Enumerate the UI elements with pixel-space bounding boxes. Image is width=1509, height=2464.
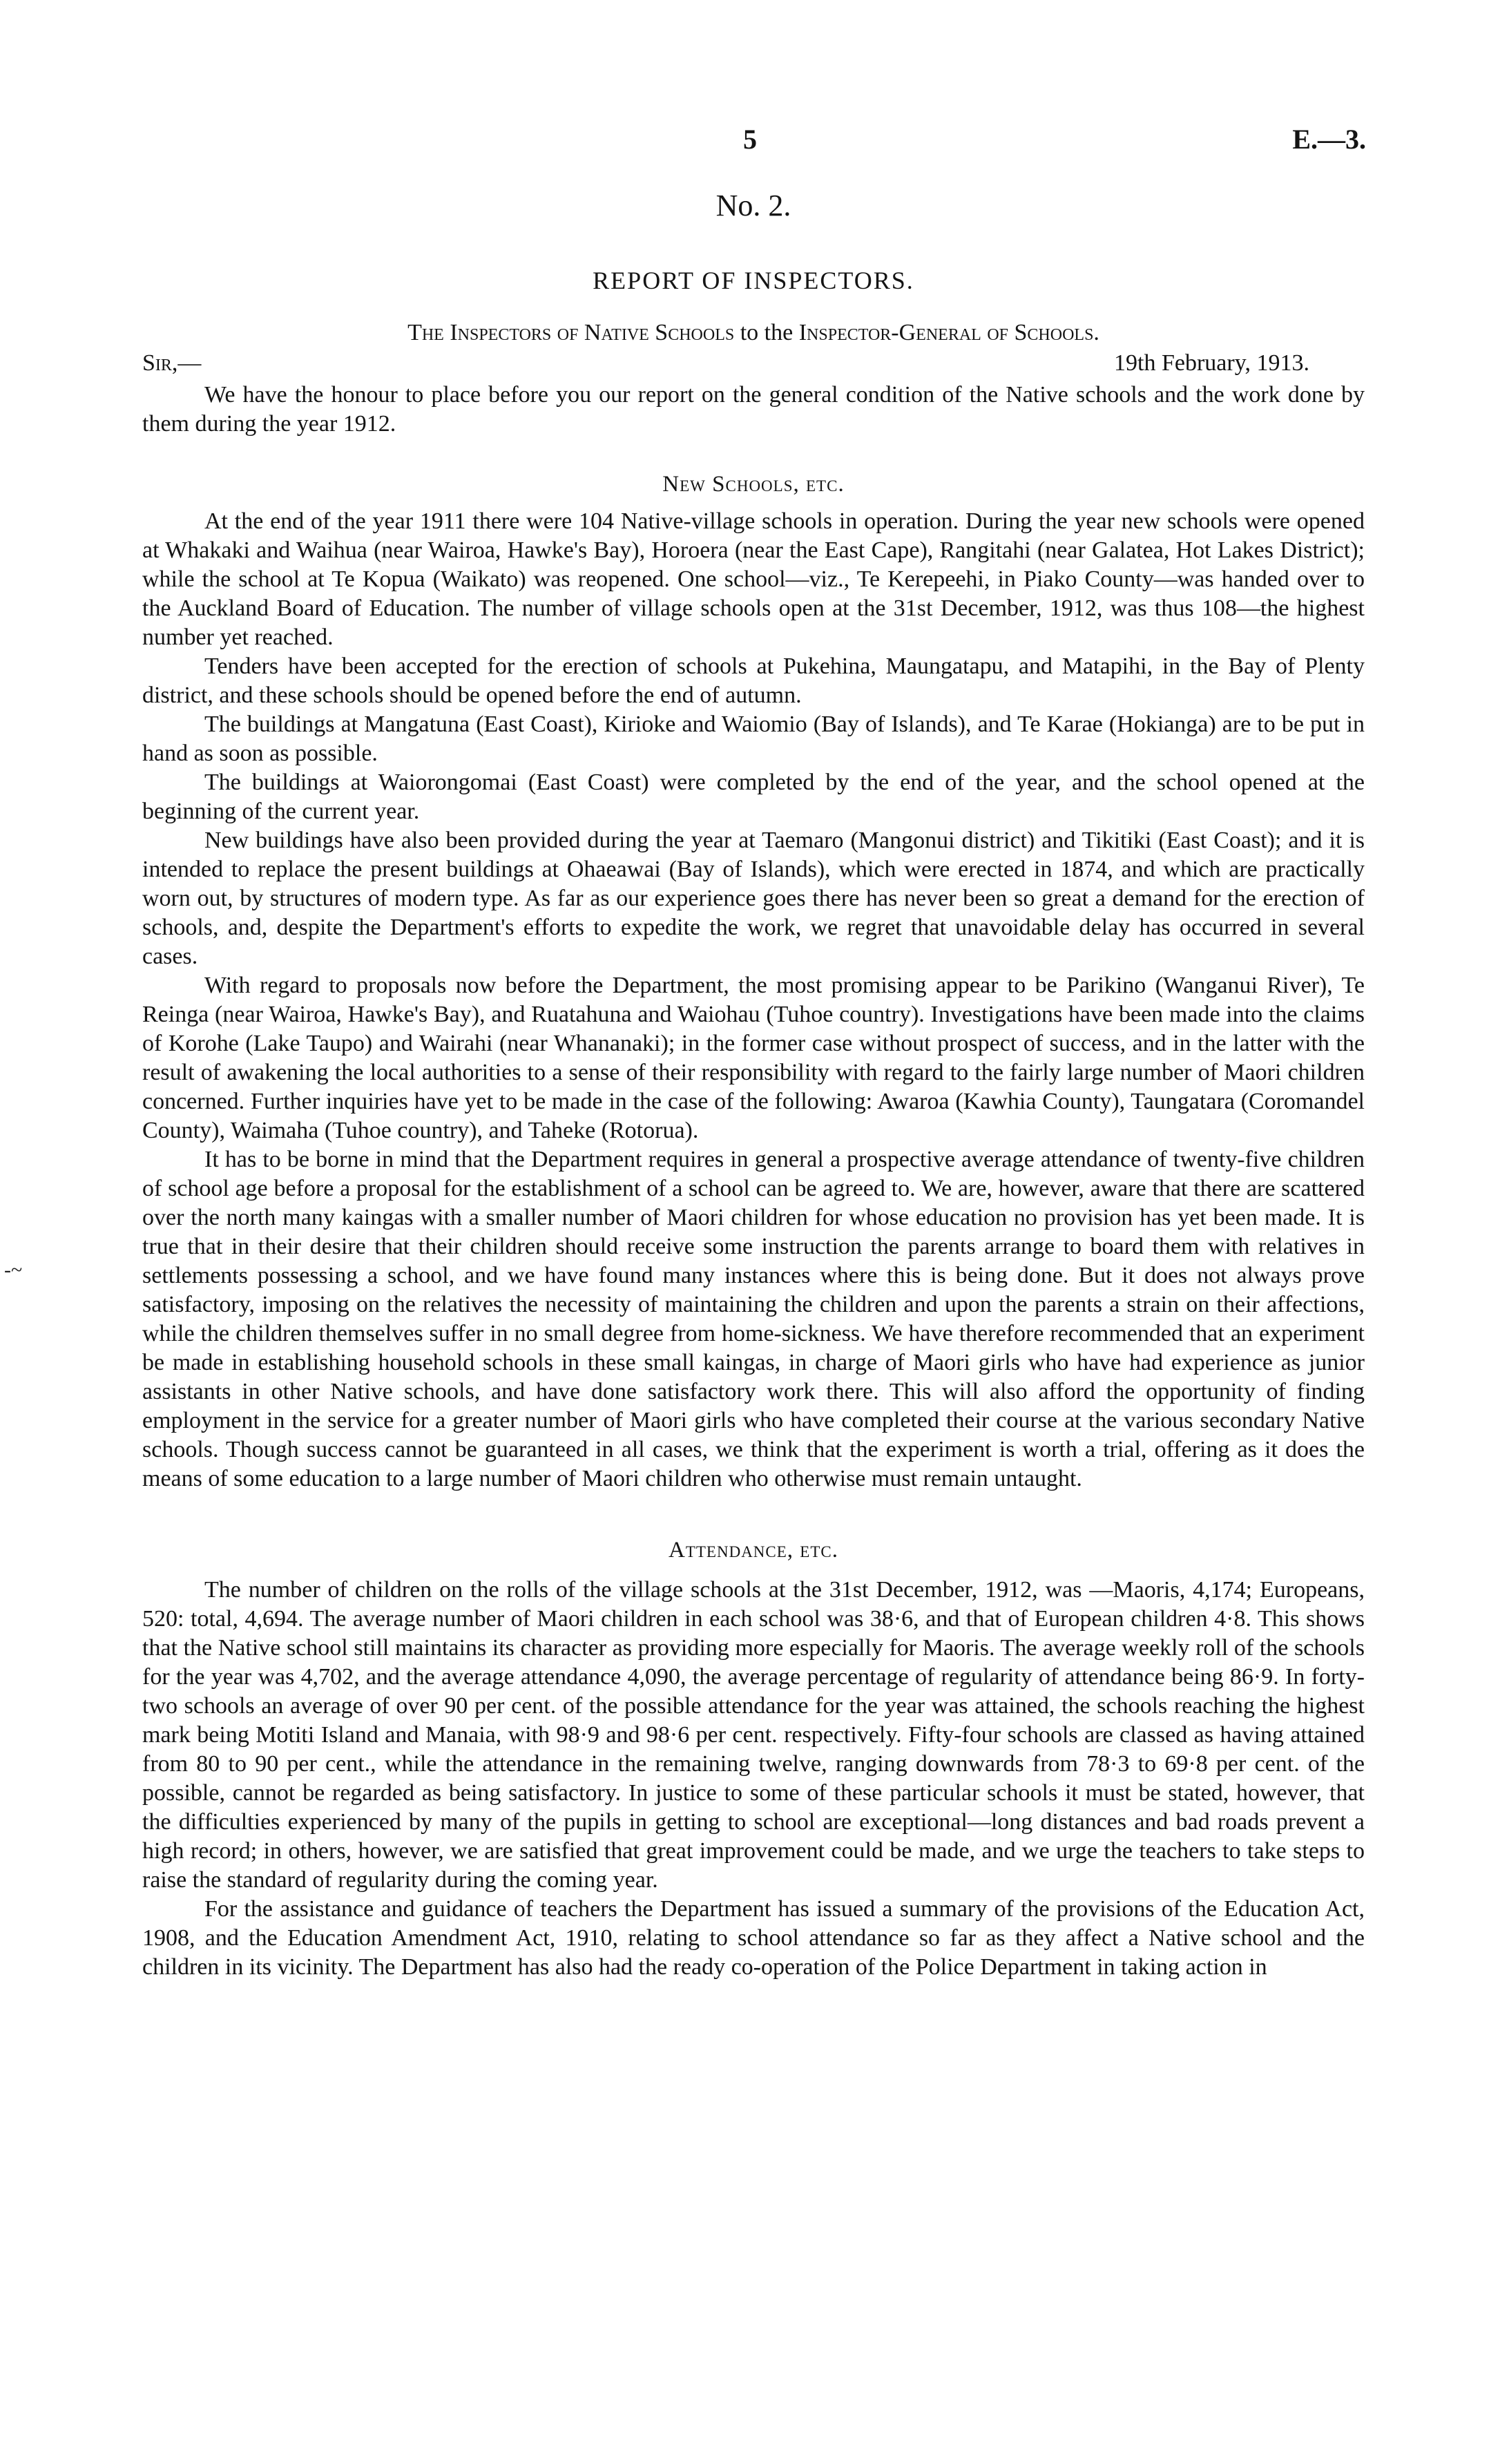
letter-date: 19th February, 1913. bbox=[1114, 350, 1309, 376]
page-number: 5 bbox=[743, 124, 757, 155]
document-page bbox=[142, 111, 1365, 1982]
section-heading-new-schools: New Schools, etc. bbox=[662, 472, 845, 497]
salutation-row bbox=[142, 350, 1365, 381]
paragraph: The buildings at Mangatuna (East Coast), Kirioke and Waiomio (Bay of Islands), and Te Karae (Hokianga) are to be put in hand as soon as possible. bbox=[142, 711, 1365, 766]
paragraph: New buildings have also been provided during the year at Taemaro (Mangonui district) and Tikitiki (East Coast); and it is intended to replace the present buildings at Ohaeawai (Bay of Islands), which were erected in 1874, and which are practically worn out, by structures of modern type. As far as our experience goes there has never been so great a demand for the erection of schools, and, despite the Department's efforts to expedite the work, we regret that unavoidable delay has occurred in several cases. bbox=[142, 828, 1365, 969]
address-from: The Inspectors of Native Schools bbox=[407, 320, 735, 345]
address-joiner: to the bbox=[740, 320, 794, 345]
address-line bbox=[142, 320, 1365, 346]
paragraph: For the assistance and guidance of teachers the Department has issued a summary of the provisions of the Education Act, 1908, and the Education Amendment Act, 1910, relating to school attendance so far as they affect a Native school and the children in its vicinity. The Department has also had the ready co-operation of the Police Department in taking action in bbox=[142, 1896, 1365, 1980]
paragraph: The buildings at Waiorongomai (East Coast) were completed by the end of the year, and the school opened at the beginning of the current year. bbox=[142, 770, 1365, 824]
paragraph: Tenders have been accepted for the erection of schools at Pukehina, Maungatapu, and Matapihi, in the Bay of Plenty district, and these schools should be opened before the end of autumn. bbox=[142, 653, 1365, 708]
paragraph: The number of children on the rolls of the village schools at the 31st December, 1912, was —Maoris, 4,174; Europeans, 520: total, 4,694. The average number of Maori children in each school was 38·6, and that of European children 4·8. This shows that the Native school still maintains its character as providing more especially for Maoris. The average weekly roll of the schools for the year was 4,702, and the average attendance 4,090, the average percentage of regularity of attendance being 86·9. In forty-two schools an average of over 90 per cent. of the possible attendance for the year was attained, the schools reaching the highest mark being Motiti Island and Manaia, with 98·9 and 98·6 per cent. respectively. Fifty-four schools are classed as having attained from 80 to 90 per cent., while the attendance in the remaining twelve, ranging downwards from 78·3 to 69·8 per cent. of the possible, cannot be regarded as being satisfactory. In justice to some of these particular schools it must be stated, however, that the difficulties experienced by many of the pupils in getting to school are exceptional—long distances and bad roads prevent a high record; in others, however, we are satisfied that great improvement could be made, and we urge the teachers to take steps to raise the standard of regularity during the coming year. bbox=[142, 1577, 1365, 1893]
paragraph: It has to be borne in mind that the Department requires in general a prospective average attendance of twenty-five children of school age before a proposal for the establishment of a school can be agreed to. We are, however, aware that there are scattered over the north many kaingas with a smaller number of Maori children for whose education no provision has yet been made. It is true that in their desire that their children should receive some instruction the parents arrange to board them with relatives in settlements possessing a school, and we have found many instances where this is being done. But it does not always prove satisfactory, imposing on the relatives the necessity of maintaining the children and upon the parents a strain on their affections, while the children themselves suffer in no small degree from home-sickness. We have therefore recommended that an experiment be made in establishing household schools in these small kaingas, in charge of Maori girls who have had experience as junior assistants in other Native schools, and have done satisfactory work there. This will also afford the opportunity of finding employment in the service for a greater number of Maori girls who have completed their course at the various secondary Native schools. Though success cannot be guaranteed in all cases, we think that the experiment is worth a trial, offering as it does the means of some education to a large number of Maori children who otherwise must remain untaught. bbox=[142, 1147, 1365, 1491]
running-header bbox=[142, 111, 1365, 173]
salutation: Sir,— bbox=[142, 350, 202, 376]
paragraph: At the end of the year 1911 there were 104 Native-village schools in operation. During the year new schools were opened at Whakaki and Waihua (near Wairoa, Hawke's Bay), Horoera (near the East Cape), Rangitahi (near Galatea, Hot Lakes District); while the school at Te Kopua (Waikato) was reopened. One school—viz., Te Kerepeehi, in Piako County—was handed over to the Auckland Board of Education. The number of village schools open at the 31st December, 1912, was thus 108—the highest number yet reached. bbox=[142, 508, 1365, 650]
address-to: Inspector-General of Schools. bbox=[798, 320, 1099, 345]
scan-margin-mark: -~ bbox=[4, 1259, 23, 1281]
paragraph: With regard to proposals now before the Department, the most promising appear to be Parikino (Wanganui River), Te Reinga (near Wairoa, Hawke's Bay), and Ruatahuna and Waiohau (Tuhoe country). Investigations have been made into the claims of Korohe (Lake Taupo) and Wairahi (near Whananaki); in the former case without prospect of success, and in the latter with the result of awakening the local authorities to a sense of their responsibility with regard to the fairly large number of Maori children concerned. Further inquiries have yet to be made in the case of the following: Awaroa (Kawhia County), Taungatara (Coromandel County), Waimaha (Tuhoe country), and Taheke (Rotorua). bbox=[142, 973, 1365, 1143]
section-heading-attendance: Attendance, etc. bbox=[669, 1538, 838, 1563]
document-number: No. 2. bbox=[715, 189, 791, 222]
report-title: REPORT OF INSPECTORS. bbox=[593, 267, 914, 294]
intro-paragraph: We have the honour to place before you our report on the general condition of the Native schools and the work done by them during the year 1912. bbox=[142, 382, 1365, 437]
parliamentary-paper-reference: E.—3. bbox=[1292, 124, 1366, 155]
